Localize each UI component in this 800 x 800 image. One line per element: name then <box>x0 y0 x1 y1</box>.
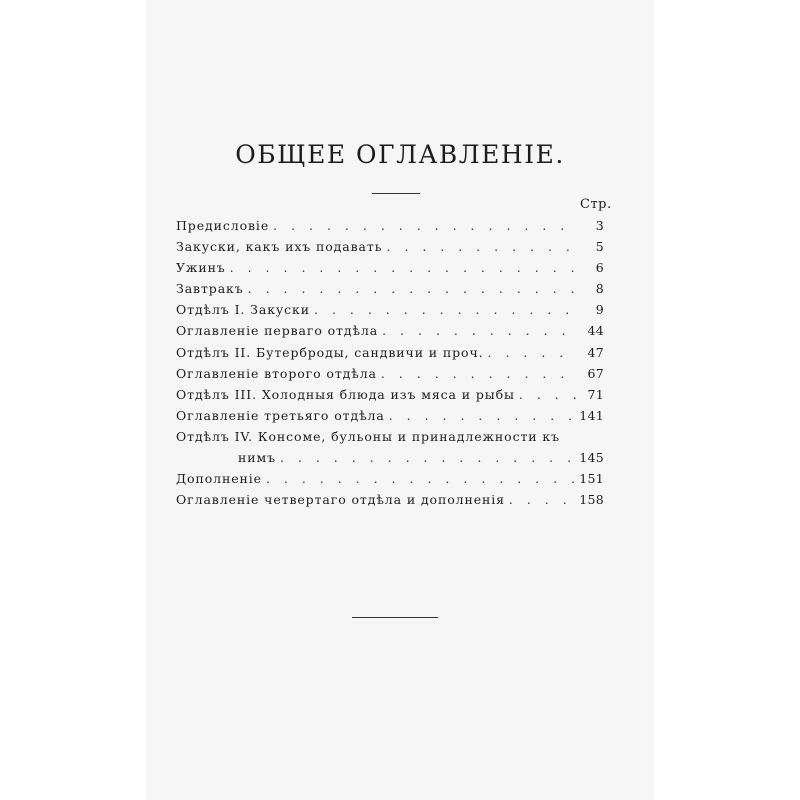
toc-entry-label: Отдѣлъ IV. Консоме, бульоны и принадлежности къ <box>176 428 560 444</box>
toc-entry-label: Отдѣлъ II. Бутерброды, сандвичи и проч. <box>176 344 484 360</box>
toc-entry-continuation <box>176 450 604 471</box>
dot-leader <box>382 323 576 338</box>
toc-entry-page: 6 <box>595 260 604 276</box>
toc-entry <box>176 429 604 450</box>
dot-leader <box>389 408 576 423</box>
dot-leader <box>386 239 576 254</box>
toc-entry-page: 141 <box>579 407 604 423</box>
dot-leader <box>509 492 576 507</box>
toc-entry <box>176 302 604 323</box>
toc-entry-label: нимъ <box>238 450 276 466</box>
end-divider <box>352 617 438 618</box>
toc-entry <box>176 218 604 239</box>
toc-entry-label: Оглавленіе перваго отдѣла <box>176 323 379 339</box>
toc-entry-page: 3 <box>595 218 604 233</box>
toc-entry-label: Закуски, какъ ихъ подавать <box>176 239 383 255</box>
table-of-contents <box>176 218 604 513</box>
dot-leader <box>248 281 576 296</box>
dot-leader <box>230 260 576 275</box>
toc-entry <box>176 260 604 281</box>
toc-entry-label: Завтракъ <box>176 281 244 297</box>
toc-entry-label: Дополненіе <box>176 471 262 487</box>
dot-leader <box>488 345 576 360</box>
page-title: ОБЩЕЕ ОГЛАВЛЕНІЕ. <box>235 140 565 169</box>
toc-entry-page: 44 <box>587 323 604 339</box>
dot-leader <box>519 387 576 402</box>
toc-entry-page: 5 <box>595 239 604 255</box>
toc-entry-page: 67 <box>587 365 604 381</box>
title-divider <box>372 193 420 194</box>
toc-entry-label: Ужинъ <box>176 260 226 276</box>
dot-leader <box>280 450 576 465</box>
toc-entry <box>176 408 604 429</box>
toc-entry-label: Отдѣлъ I. Закуски <box>176 302 311 318</box>
toc-entry-label: Оглавленіе четвертаго отдѣла и дополненія <box>176 492 505 508</box>
toc-entry-page: 8 <box>595 281 604 297</box>
toc-entry <box>176 239 604 260</box>
toc-entry-label: Предисловіе <box>176 218 270 233</box>
toc-entry <box>176 471 604 492</box>
toc-entry-page: 9 <box>595 302 604 318</box>
toc-entry-page: 158 <box>579 492 604 508</box>
dot-leader <box>314 302 576 317</box>
toc-entry-label: Оглавленіе второго отдѣла <box>176 365 377 381</box>
dot-leader <box>381 366 576 381</box>
toc-entry-page: 47 <box>587 344 604 360</box>
page-column-header: Стр. <box>580 197 612 212</box>
toc-entry <box>176 366 604 387</box>
toc-entry <box>176 492 604 513</box>
book-page <box>146 0 654 800</box>
toc-entry-label: Отдѣлъ III. Холодныя блюда изъ мяса и рыбы <box>176 386 515 402</box>
dot-leader <box>273 218 576 233</box>
dot-leader <box>266 471 576 486</box>
toc-entry-page: 151 <box>579 471 604 487</box>
toc-entry <box>176 387 604 408</box>
toc-entry-page: 71 <box>587 386 604 402</box>
toc-entry <box>176 281 604 302</box>
toc-entry-page: 145 <box>579 450 604 466</box>
toc-entry-label: Оглавленіе третьяго отдѣла <box>176 407 385 423</box>
toc-entry <box>176 345 604 366</box>
toc-entry <box>176 323 604 344</box>
